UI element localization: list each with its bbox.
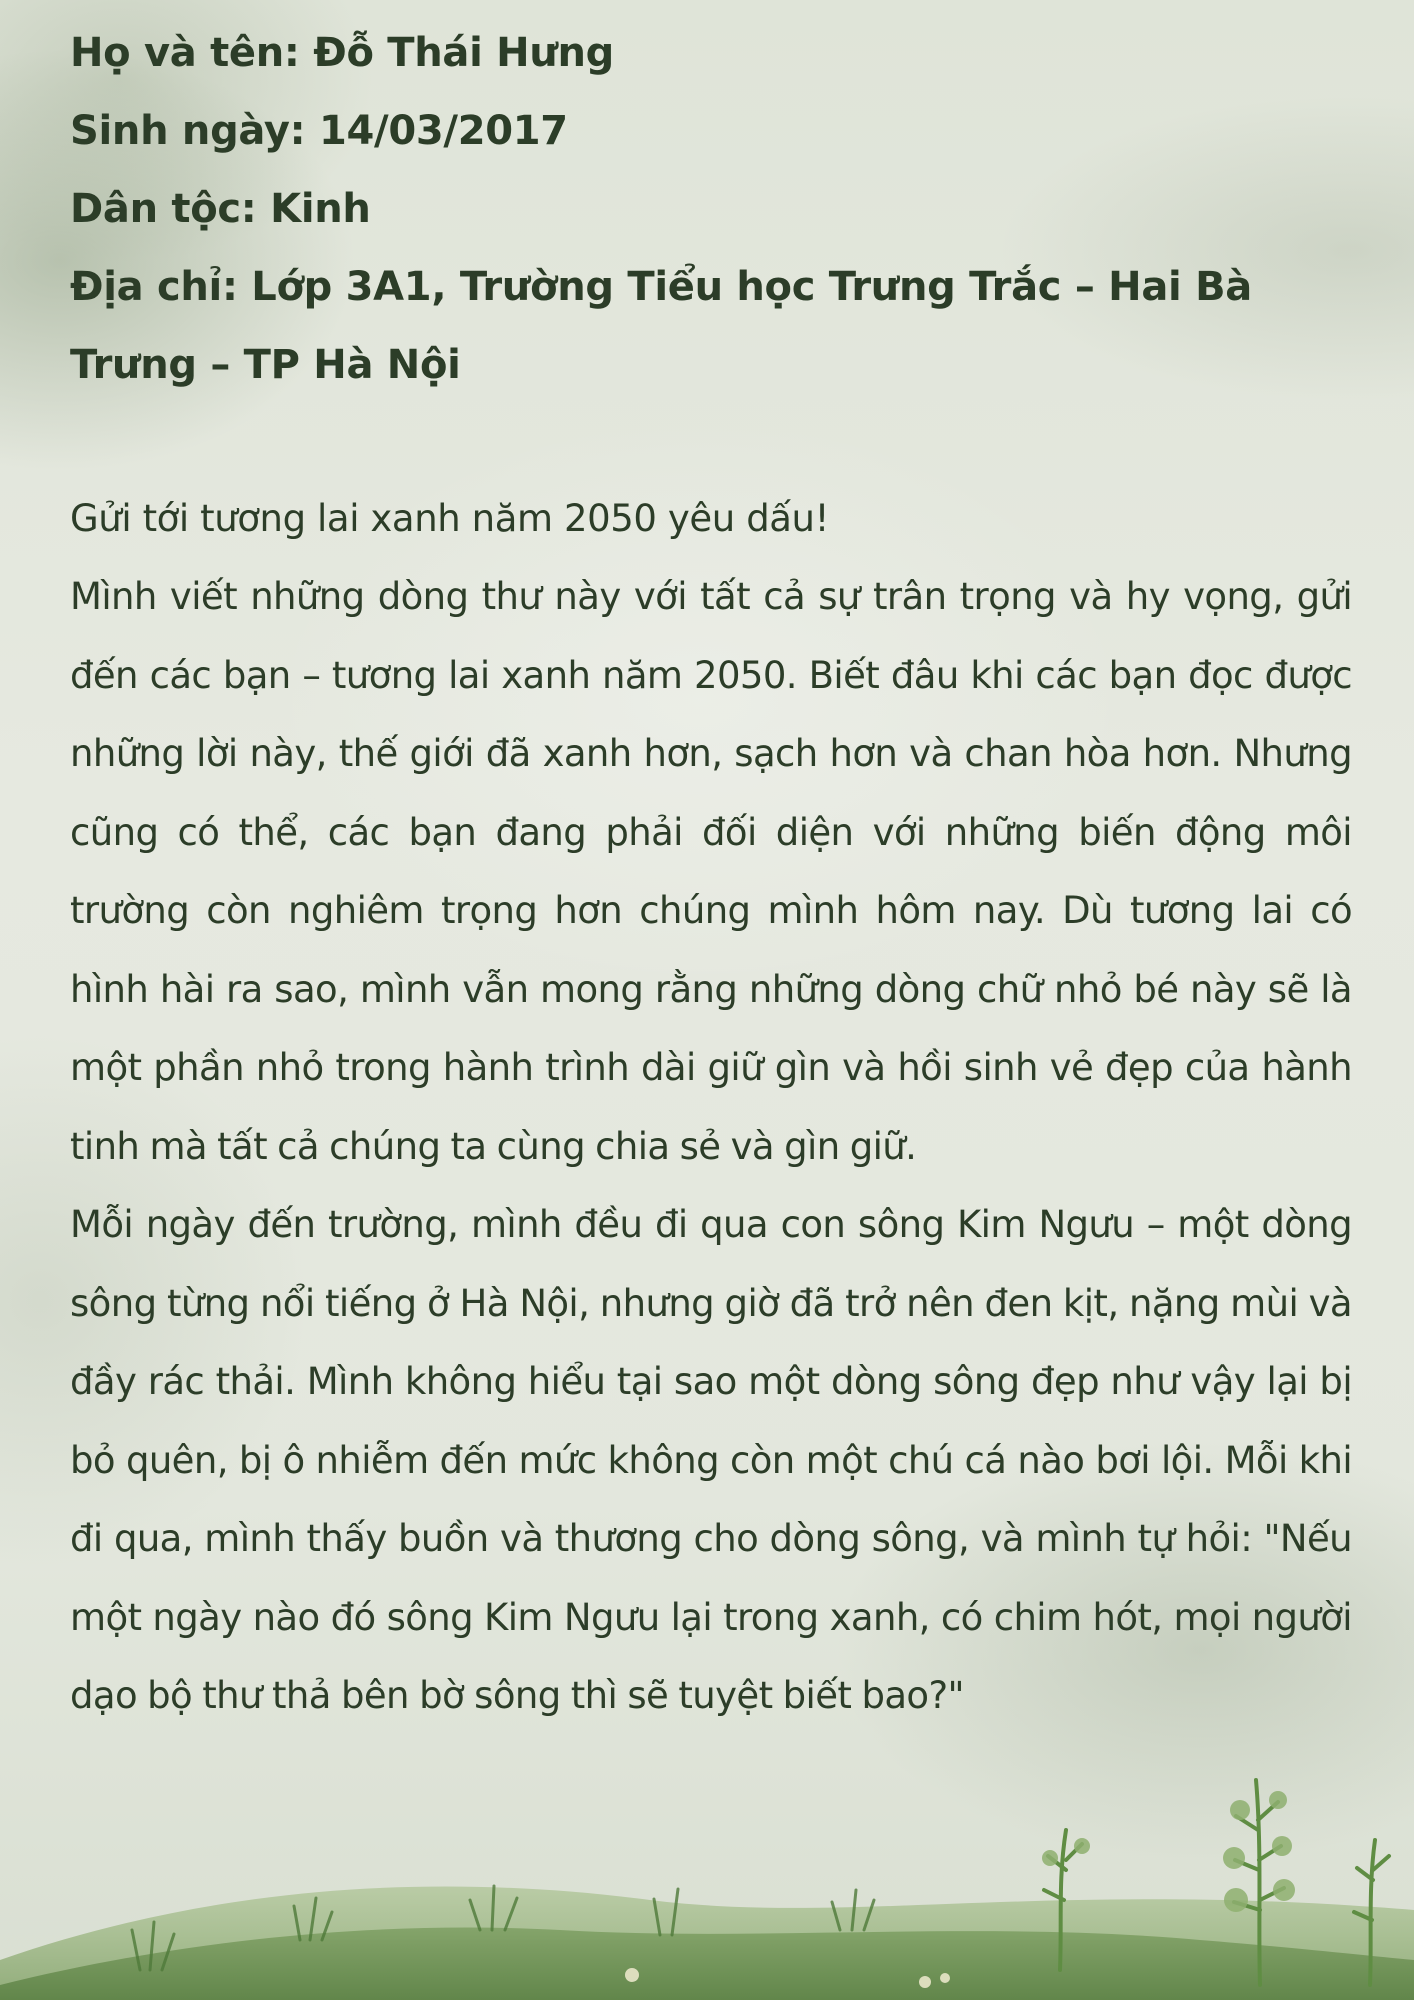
student-info xyxy=(70,14,1352,404)
letter-paragraph-1: Mình viết những dòng thư này với tất cả sự trân trọng và hy vọng, gửi đến các bạn – tương lai xanh năm 2050. Biết đâu khi các bạn đọc được những lời này, thế giới đã xanh hơn, sạch hơn và chan hòa hơn. Nhưng cũng có thể, các bạn đang phải đối diện với những biến động môi trường còn nghiêm trọng hơn chúng mình hôm nay. Dù tương lai có hình hài ra sao, mình vẫn mong rằng những dòng chữ nhỏ bé này sẽ là một phần nhỏ trong hành trình dài giữ gìn và hồi sinh vẻ đẹp của hành tinh mà tất cả chúng ta cùng chia sẻ và gìn giữ. xyxy=(70,575,1352,1168)
student-address-line-2: Trưng – TP Hà Nội xyxy=(70,342,461,388)
grass-hill-illustration xyxy=(0,1770,1414,2000)
small-flower xyxy=(625,1968,639,1982)
letter-greeting: Gửi tới tương lai xanh năm 2050 yêu dấu! xyxy=(70,497,830,540)
student-ethnicity: Dân tộc: Kinh xyxy=(70,186,371,232)
student-address-line-1: Địa chỉ: Lớp 3A1, Trường Tiểu học Trưng Trắc – Hai Bà xyxy=(70,264,1252,310)
student-birthdate: Sinh ngày: 14/03/2017 xyxy=(70,108,568,154)
letter-body xyxy=(70,480,1352,1736)
letter-paragraph-2: Mỗi ngày đến trường, mình đều đi qua con sông Kim Ngưu – một dòng sông từng nổi tiếng ở Hà Nội, nhưng giờ đã trở nên đen kịt, nặng mùi và đầy rác thải. Mình không hiểu tại sao một dòng sông đẹp như vậy lại bị bỏ quên, bị ô nhiễm đến mức không còn một chú cá nào bơi lội. Mỗi khi đi qua, mình thấy buồn và thương cho dòng sông, và mình tự hỏi: "Nếu một ngày nào đó sông Kim Ngưu lại trong xanh, có chim hót, mọi người dạo bộ thư thả bên bờ sông thì sẽ tuyệt biết bao?" xyxy=(70,1203,1352,1717)
student-name: Họ và tên: Đỗ Thái Hưng xyxy=(70,30,614,76)
